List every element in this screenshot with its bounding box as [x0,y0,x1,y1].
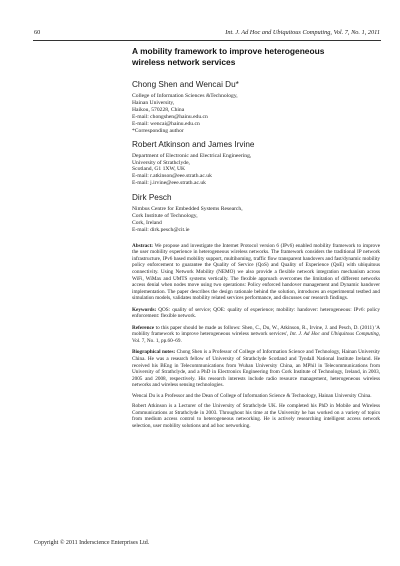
biographical-notes [132,349,380,388]
author-block-2 [132,140,380,188]
affiliation-line: Scotland, G1 1XW, UK [132,166,186,173]
reference-label: Reference [132,324,155,331]
abstract-text: We propose and investigate the Internet Protocol version 6 (IPv6) enabled mobility framework to improve the user mobility experience in heterogeneous wireless networks. The framework considers the traditional IP network infrastructure, IPv6 based mobility support, multihoming, traffic flow transparent handovers and fast/dynamic mobility policy enforcement to guarantee the Quality of Service (QoS) and Quality of Experience (QoE) with ubiquitous connectivity. Using Network Mobility (NEMO) we also provide a flexible network integration mechanism across WiFi, WiMax and UMTS systems vertically. The flexible approach overcomes the limitation of different networks access denial when nodes move using two operations: Policy enforced handover management and Dynamic handover implementation. The paper describes the design rationale behind the solution, introduces an experimental testbed and simulation models, validates mobility related services performance, and discusses our research findings. [132,242,381,302]
affiliation-line: University of Strathclyde, [132,159,190,166]
bio-paragraph-3: Robert Atkinson is a Lecturer of the University of Strathclyde UK. He completed his PhD in Mobile and Wireless Communications at Strathclyde in 2003. Throughout his time at the University he has worked on a variety of topics from medium access control to heterogeneous networking. He is actively researching intelligent access network selection, user mobility solutions and ad hoc networking. [132,403,380,429]
author-affiliation [132,206,380,234]
paper-title-line-2: wireless network services [132,56,236,67]
corresponding-author-note: *Corresponding author [132,127,184,134]
author-block-1 [132,80,380,134]
bio-paragraph-2: Wencai Du is a Professor and the Dean of College of Information Science & Technology, Hainan University China. [132,392,372,399]
keywords [132,307,380,320]
bio-label: Biographical notes: [132,349,176,356]
author-email: E-mail: dirk.pesch@cit.ie [132,226,190,233]
bio-paragraph-1: Chong Shen is a Professor of College of Information Science and Technology, Hainan University China. He was a research fellow of University of Strathclyde Scotland and Tyndall National Institute Ireland. He received his BEng in Telecommunications from Wuhan University China, an MPhil in Telecommunications from University of Strathclyde, and a PhD in Electronics Engineering from Cork Institute of Technology, Ireland, in 2003, 2005 and 2008, respectively. His research interests include radio resource management, heterogeneous wireless networks and wireless sensing technologies. [132,349,380,389]
author-affiliation [132,153,380,188]
paper-title [132,46,380,67]
affiliation-line: Nimbus Centre for Embedded Systems Research, [132,206,243,213]
affiliation-line: College of Information Sciences &Technology, [132,93,238,100]
article-body [132,46,380,429]
keywords-label: Keywords: [132,306,157,313]
copyright-footer: Copyright © 2011 Inderscience Enterprises Ltd. [34,540,150,546]
running-header [34,29,380,39]
abstract [132,243,380,302]
author-email: E-mail: j.irvine@eee.strath.ac.uk [132,180,206,187]
abstract-label: Abstract: [132,242,154,249]
affiliation-line: Hainan University, [132,100,175,107]
journal-citation: Int. J. Ad Hoc and Ubiquitous Computing, Vol. 7, No. 1, 2011 [225,29,380,36]
author-names: Robert Atkinson and James Irvine [132,139,255,149]
reference-volume: Vol. 7, No. 1, pp.60–69. [132,337,182,344]
author-names: Chong Shen and Wencai Du* [132,80,239,90]
reference-journal: Int. J. Ad Hoc and Ubiquitous Computing, [289,331,381,338]
paper-title-line-1: A mobility framework to improve heterogeneous [132,46,325,56]
page-number: 60 [34,29,41,36]
affiliation-line: Haikou, 570228, China [132,107,185,113]
author-email: E-mail: r.atkinson@eee.strath.ac.uk [132,173,212,180]
author-names: Dirk Pesch [132,193,172,203]
affiliation-line: Cork Institute of Technology, [132,213,198,220]
citation-reference [132,325,380,345]
author-email: E-mail: wencai@hainu.edu.cn [132,120,200,127]
affiliation-line: Department of Electronic and Electrical Engineering, [132,152,252,159]
header-rule [33,40,381,41]
reference-text: to this paper should be made as follows: Shen, C., Du, W., Atkinson, R., Irvine, J. and Pesch, D. (2011) 'A mobility framework to improve heterogeneous wireless network services', [132,324,380,338]
affiliation-line: Cork, Ireland [132,219,162,226]
keywords-text: QOS: quality of service; QOE: quality of experience; mobility: handover: heterogeneous: IPv6: policy enforcement: flexible network. [132,306,380,320]
author-affiliation [132,93,380,134]
author-block-3 [132,193,380,234]
author-email: E-mail: chongshen@hainu.edu.cn [132,113,208,120]
